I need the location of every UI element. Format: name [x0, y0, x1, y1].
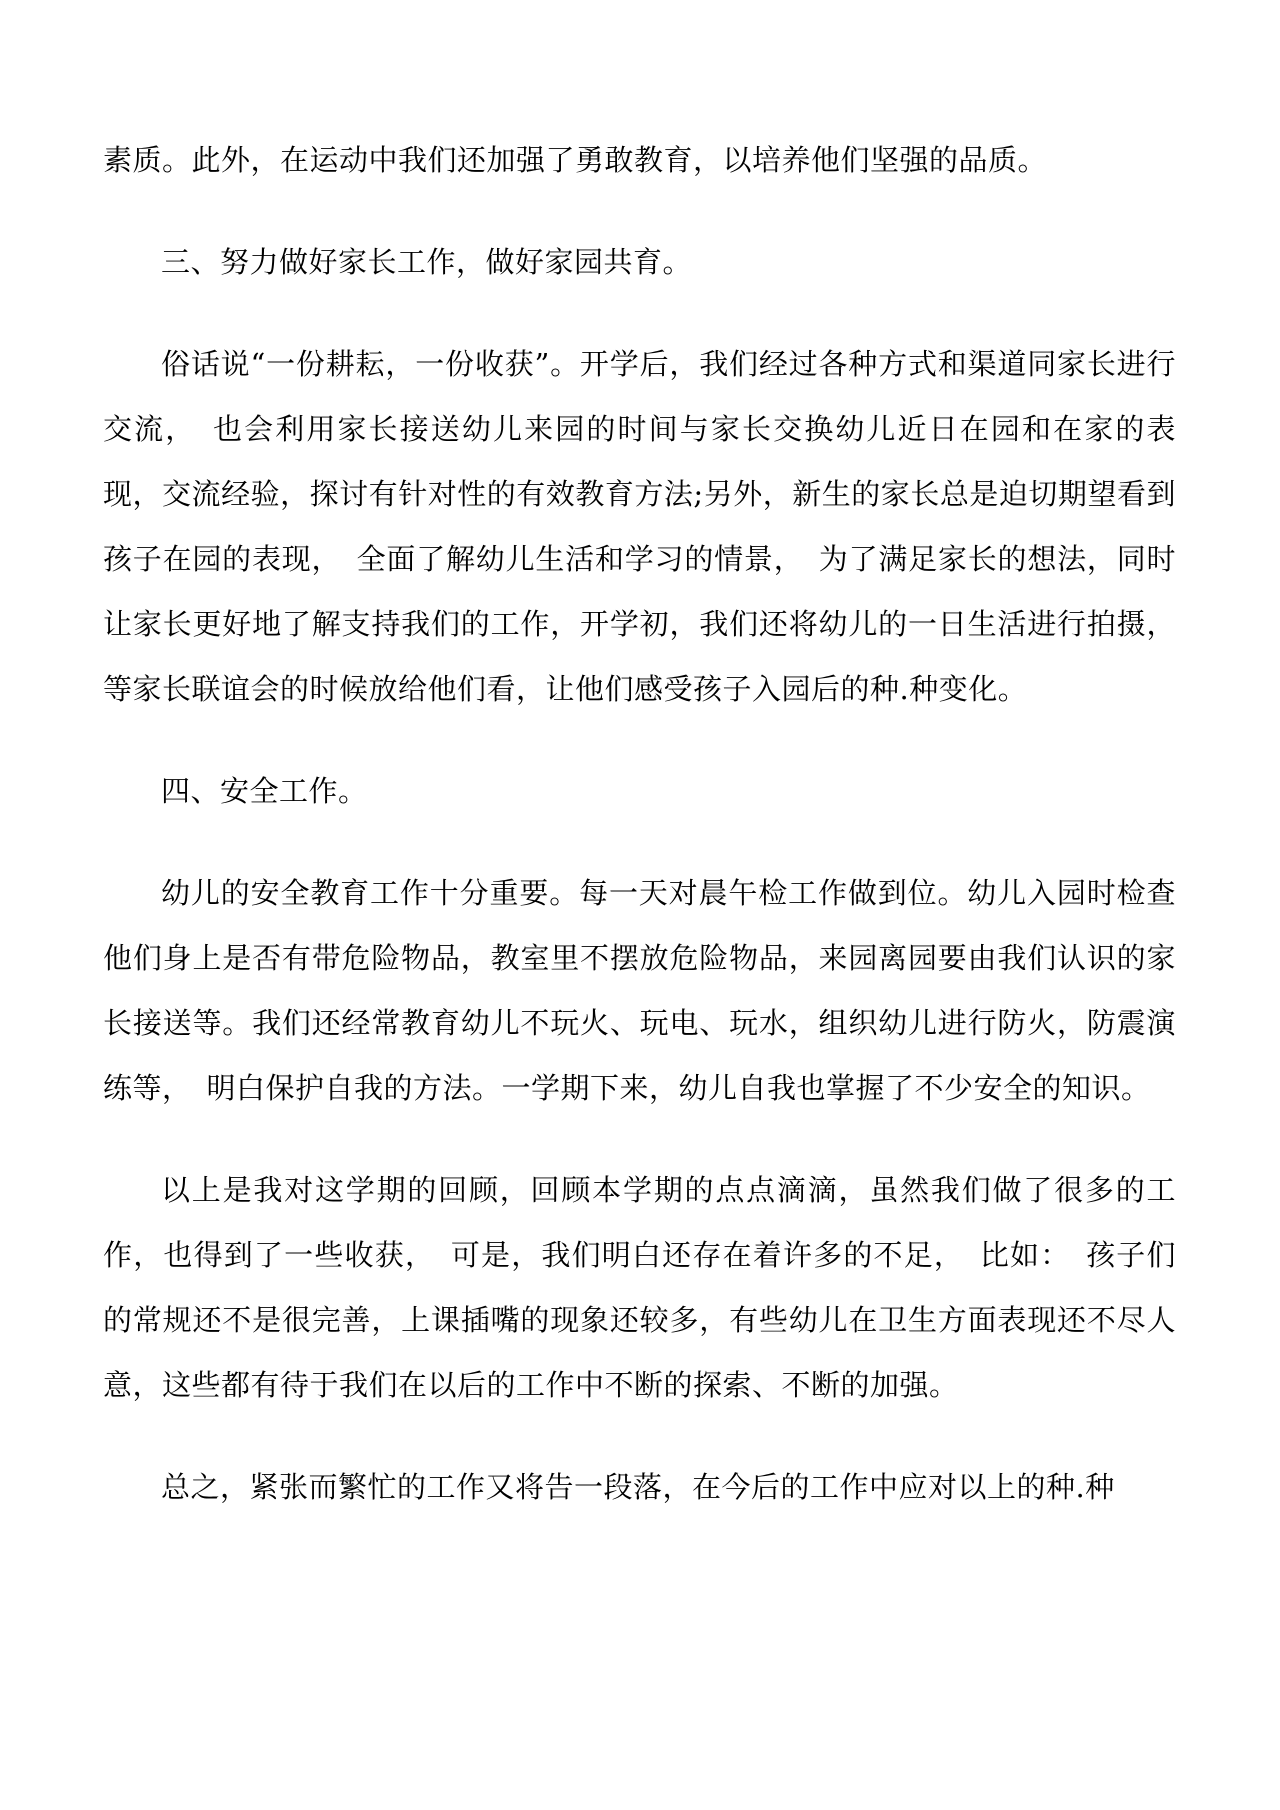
paragraph: 以上是我对这学期的回顾，回顾本学期的点点滴滴，虽然我们做了很多的工作，也得到了一些收获， 可是，我们明白还存在着许多的不足， 比如： 孩子们的常规还不是很完善，上课插嘴的现象还较多，有些幼儿在卫生方面表现还不尽人意，这些都有待于我们在以后的工作中不断的探索、不断的加强。	[103, 1173, 1176, 1402]
section-heading: 三、努力做好家长工作，做好家园共育。	[161, 245, 693, 279]
paragraph: 俗话说“一份耕耘，一份收获”。开学后，我们经过各种方式和渠道同家长进行交流， 也会利用家长接送幼儿来园的时间与家长交换幼儿近日在园和在家的表现，交流经验，探讨有针对性的有效教育方法;另外，新生的家长总是迫切期望看到孩子在园的表现， 全面了解幼儿生活和学习的情景， 为了满足家长的想法，同时让家长更好地了解支持我们的工作，开学初，我们还将幼儿的一日生活进行拍摄，等家长联谊会的时候放给他们看，让他们感受孩子入园后的种.种变化。	[103, 347, 1176, 706]
document-body	[103, 128, 1176, 1520]
paragraph: 总之，紧张而繁忙的工作又将告一段落，在今后的工作中应对以上的种.种	[161, 1470, 1115, 1504]
paragraph: 素质。此外，在运动中我们还加强了勇敢教育，以培养他们坚强的品质。	[103, 143, 1048, 177]
section-heading: 四、安全工作。	[161, 774, 368, 808]
paragraph: 幼儿的安全教育工作十分重要。每一天对晨午检工作做到位。幼儿入园时检查他们身上是否有带危险物品，教室里不摆放危险物品，来园离园要由我们认识的家长接送等。我们还经常教育幼儿不玩火、玩电、玩水，组织幼儿进行防火，防震演练等， 明白保护自我的方法。一学期下来，幼儿自我也掌握了不少安全的知识。	[103, 876, 1176, 1105]
